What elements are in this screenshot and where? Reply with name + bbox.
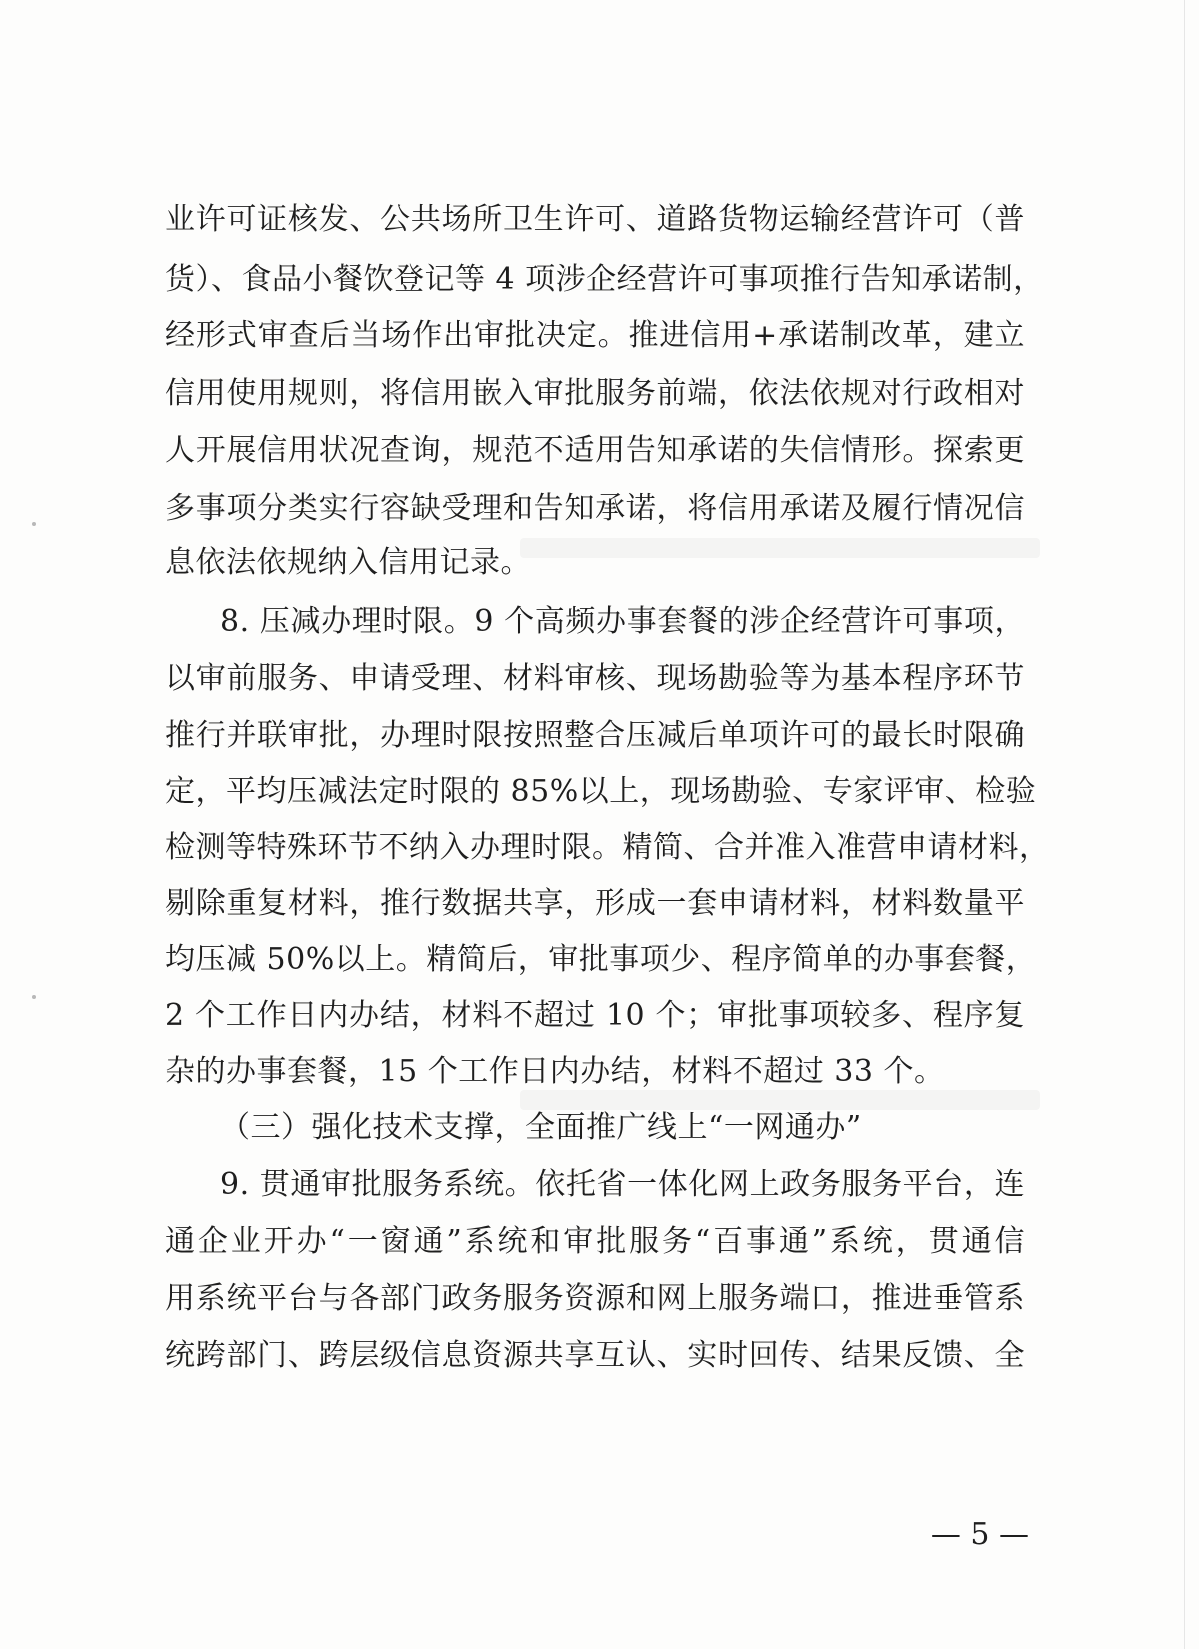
paragraph-first-line: 9. 贯通审批服务系统。依托省一体化网上政务服务平台，连 [220, 1167, 1025, 1202]
bleed-through-mark [520, 1090, 1040, 1110]
text-line: 推行并联审批，办理时限按照整合压减后单项许可的最长时限确 [165, 718, 1025, 753]
text-line: 定，平均压减法定时限的 85%以上，现场勘验、专家评审、检验 [165, 774, 1037, 809]
text-line: 通企业开办“一窗通”系统和审批服务“百事通”系统，贯通信 [165, 1224, 1025, 1259]
text-line: 2 个工作日内办结，材料不超过 10 个；审批事项较多、程序复 [165, 998, 1025, 1033]
text-line: 以审前服务、申请受理、材料审核、现场勘验等为基本程序环节 [165, 661, 1025, 696]
text-line: 多事项分类实行容缺受理和告知承诺，将信用承诺及履行情况信 [165, 491, 1025, 526]
text-line: 经形式审查后当场作出审批决定。推进信用+承诺制改革，建立 [165, 318, 1025, 353]
page-number: — 5 — [930, 1517, 1029, 1552]
text-line: 检测等特殊环节不纳入办理时限。精简、合并准入准营申请材料， [165, 830, 1050, 865]
paragraph-first-line: 8. 压减办理时限。9 个高频办事套餐的涉企经营许可事项， [220, 604, 1025, 639]
text-line: 均压减 50%以上。精简后，审批事项少、程序简单的办事套餐， [165, 942, 1037, 977]
page-edge [1184, 0, 1185, 1649]
text-line: 人开展信用状况查询，规范不适用告知承诺的失信情形。探索更 [165, 433, 1025, 468]
section-heading: （三）强化技术支撑，全面推广线上“一网通办” [220, 1110, 862, 1145]
text-line: 杂的办事套餐，15 个工作日内办结，材料不超过 33 个。 [165, 1054, 945, 1089]
text-line: 货）、食品小餐饮登记等 4 项涉企经营许可事项推行告知承诺制， [165, 262, 1044, 297]
scan-speck [32, 522, 36, 526]
text-line: 统跨部门、跨层级信息资源共享互认、实时回传、结果反馈、全 [165, 1338, 1025, 1373]
text-line: 信用使用规则，将信用嵌入审批服务前端，依法依规对行政相对 [165, 376, 1025, 411]
text-line: 息依法依规纳入信用记录。 [165, 545, 531, 580]
scan-speck [32, 995, 36, 999]
text-line: 剔除重复材料，推行数据共享，形成一套申请材料，材料数量平 [165, 886, 1025, 921]
text-line: 用系统平台与各部门政务服务资源和网上服务端口，推进垂管系 [165, 1281, 1025, 1316]
text-line: 业许可证核发、公共场所卫生许可、道路货物运输经营许可（普 [165, 202, 1025, 237]
